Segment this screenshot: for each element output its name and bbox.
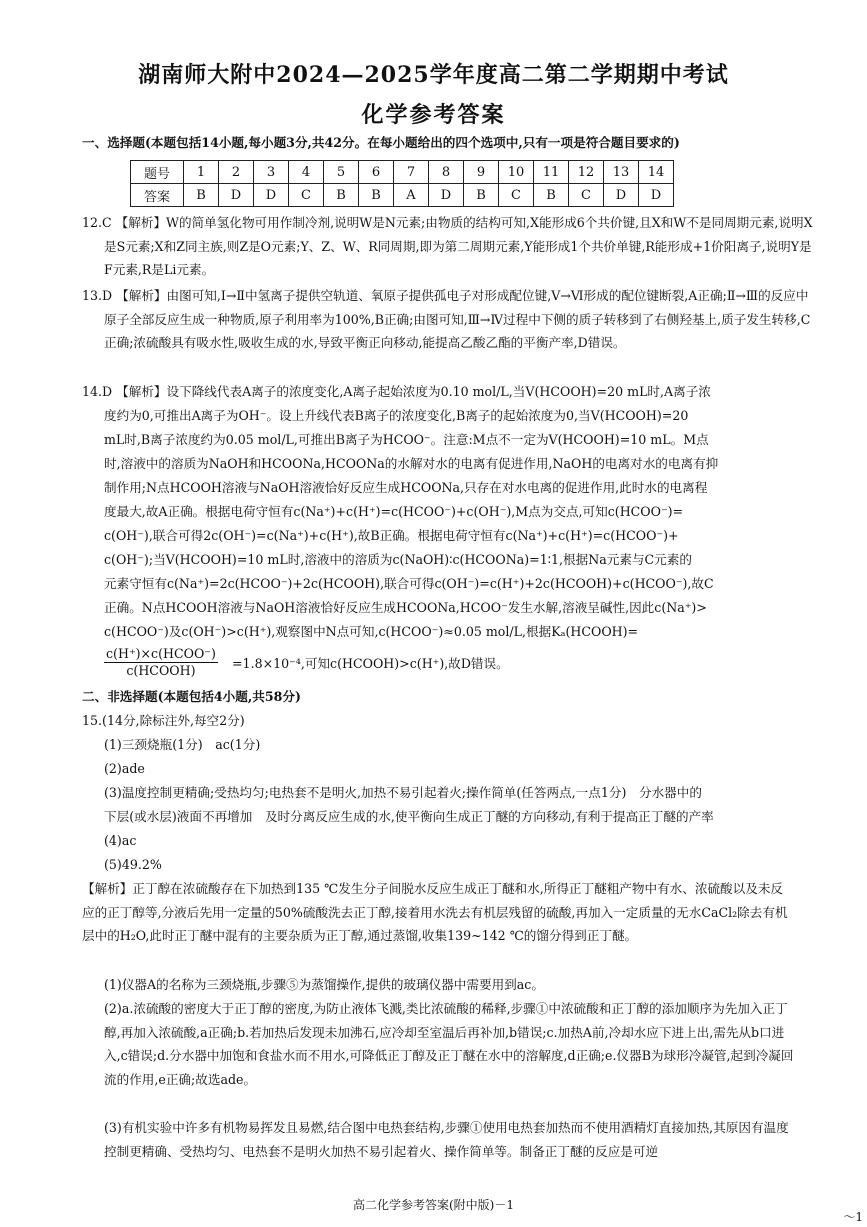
q14-line: 时,溶液中的溶质为NaOH和HCOONa,HCOONa的水解对水的电离有促进作用,NaOH的电离对水的电离有抑	[104, 456, 719, 471]
answer-cell: B	[359, 184, 394, 207]
question-number: 7	[394, 161, 429, 184]
answer-table-answer-row	[131, 184, 674, 207]
page-footer: 高二化学参考答案(附中版)－1	[353, 1198, 514, 1212]
answer-table-number-row	[131, 161, 674, 184]
question-number: 12	[569, 161, 604, 184]
q15-analysis: 【解析】正丁醇在浓硫酸存在下加热到135 ℃发生分子间脱水反应生成正丁醚和水,所得正丁醚粗产物中有水、浓硫酸以及未反应的正丁醇等,分液后先用一定量的50%硫酸洗去正丁醇,接着用水洗去有机层残留的硫酸,再加入一定质量的无水CaCl₂除去有机层中的H₂O,此时正丁醚中混有的主要杂质为正丁醇,通过蒸馏,收集139~142 ℃的馏分得到正丁醚。	[82, 881, 788, 943]
q15-analysis-2: (2)a.浓硫酸的密度大于正丁醇的密度,为防止液体飞溅,类比浓硫酸的稀释,步骤①中浓硫酸和正丁醇的添加顺序为先加入正丁醇,再加入浓硫酸,a正确;b.若加热后发现未加沸石,应冷却至室温后再补加,b错误;c.加热A前,冷却水应下进上出,需先从b口进入,c错误;d.分水器中加饱和食盐水而不用水,可降低正丁醇及正丁醚在水中的溶解度,d正确;e.仪器B为球形冷凝管,起到冷凝回流的作用,e正确;故选ade。	[104, 1001, 794, 1087]
q15-answer-1: (1)三颈烧瓶(1分) ac(1分)	[104, 737, 261, 752]
answer-cell: C	[569, 184, 604, 207]
q14-line: 14.D 【解析】设下降线代表A离子的浓度变化,A离子起始浓度为0.10 mol/L,当V(HCOOH)=20 mL时,A离子浓	[82, 384, 711, 399]
q14-line: 正确。N点HCOOH溶液与NaOH溶液恰好反应生成HCOONa,HCOO⁻发生水解,溶液呈碱性,因此c(Na⁺)>	[104, 600, 707, 615]
q15-analysis-3: (3)有机实验中许多有机物易挥发且易燃,结合图中电热套结构,步骤①使用电热套加热而不使用酒精灯直接加热,其原因有温度控制更精确、受热均匀、电热套不是明火加热不易引起着火、操作简单等。制备正丁醚的反应是可逆	[104, 1120, 789, 1159]
q15-analysis-1: (1)仪器A的名称为三颈烧瓶,步骤⑤为蒸馏操作,提供的玻璃仪器中需要用到ac。	[104, 977, 544, 992]
q14-line: 度最大,故A正确。根据电荷守恒有c(Na⁺)+c(H⁺)=c(HCOO⁻)+c(OH⁻),M点为交点,可知c(HCOO⁻)=	[104, 504, 684, 519]
q14-line: c(HCOO⁻)及c(OH⁻)>c(H⁺),观察图中N点可知,c(HCOO⁻)≈0.05 mol/L,根据Kₐ(HCOOH)=	[104, 624, 639, 639]
question-number: 3	[254, 161, 289, 184]
answer-cell: B	[324, 184, 359, 207]
page-subtitle: 化学参考答案	[361, 102, 506, 128]
question-number: 8	[429, 161, 464, 184]
q15-header: 15.(14分,除标注外,每空2分)	[82, 713, 245, 728]
q15-answer-2: (2)ade	[104, 761, 145, 776]
q12-explanation: 12.C 【解析】W的简单氢化物可用作制冷剂,说明W是N元素;由物质的结构可知,X能形成6个共价键,且X和W不是同周期元素,说明X是S元素;X和Z同主族,则Z是O元素;Y、Z、W、R同周期,即为第二周期元素,Y能形成1个共价单键,R能形成+1价阳离子,说明Y是F元素,R是Li元素。	[82, 215, 813, 277]
page-title: 湖南师大附中2024—2025学年度高二第二学期期中考试	[138, 62, 729, 88]
q13-explanation: 13.D 【解析】由图可知,Ⅰ→Ⅱ中氢离子提供空轨道、氧原子提供孤电子对形成配位键,Ⅴ→Ⅵ形成的配位键断裂,A正确;Ⅱ→Ⅲ的反应中原子全部反应生成一种物质,原子利用率为100%,B正确;由图可知,Ⅲ→Ⅳ过程中下侧的质子转移到了右侧羟基上,质子发生转移,C正确;浓硫酸具有吸水性,吸收生成的水,导致平衡正向移动,能提高乙酸乙酯的平衡产率,D错误。	[82, 288, 811, 350]
question-number: 6	[359, 161, 394, 184]
question-number: 9	[464, 161, 499, 184]
q14-line: mL时,B离子浓度约为0.05 mol/L,可推出B离子为HCOO⁻。注意:M点不一定为V(HCOOH)=10 mL。M点	[104, 432, 709, 447]
q15-answer-5: (5)49.2%	[104, 857, 162, 872]
answer-cell: D	[254, 184, 289, 207]
answer-cell: D	[639, 184, 674, 207]
answer-table	[130, 160, 674, 207]
q14-line: c(OH⁻);当V(HCOOH)=10 mL时,溶液中的溶质为c(NaOH)∶c(HCOONa)=1∶1,根据Na元素与C元素的	[104, 552, 692, 567]
question-number: 13	[604, 161, 639, 184]
fraction-denominator: c(HCOOH)	[126, 663, 196, 678]
section1-header: 一、选择题(本题包括14小题,每小题3分,共42分。在每小题给出的四个选项中,只有一项是符合题目要求的)	[82, 135, 680, 150]
page-corner-mark: ～1	[843, 1210, 863, 1224]
q15-answer-4: (4)ac	[104, 833, 137, 848]
section2-header: 二、非选择题(本题包括4小题,共58分)	[82, 689, 301, 704]
row-label-answer: 答案	[131, 184, 184, 207]
answer-cell: B	[534, 184, 569, 207]
answer-cell: A	[394, 184, 429, 207]
question-number: 4	[289, 161, 324, 184]
answer-cell: D	[429, 184, 464, 207]
answer-cell: D	[219, 184, 254, 207]
q14-conclusion: =1.8×10⁻⁴,可知c(HCOOH)>c(H⁺),故D错误。	[232, 656, 509, 671]
answer-cell: B	[184, 184, 219, 207]
answer-cell: C	[499, 184, 534, 207]
q14-line: 制作用;N点HCOOH溶液与NaOH溶液恰好反应生成HCOONa,只存在对水电离的促进作用,此时水的电离程	[104, 480, 708, 495]
row-label-question: 题号	[131, 161, 184, 184]
question-number: 10	[499, 161, 534, 184]
q15-answer-3-line1: (3)温度控制更精确;受热均匀;电热套不是明火,加热不易引起着火;操作简单(任答两点,一点1分) 分水器中的	[104, 785, 702, 800]
ka-fraction	[104, 646, 218, 679]
question-number: 14	[639, 161, 674, 184]
answer-cell: B	[464, 184, 499, 207]
answer-cell: C	[289, 184, 324, 207]
question-number: 2	[219, 161, 254, 184]
q14-line: c(OH⁻),联合可得2c(OH⁻)=c(Na⁺)+c(H⁺),故B正确。根据电荷守恒有c(Na⁺)+c(H⁺)=c(HCOO⁻)+	[104, 528, 679, 543]
question-number: 1	[184, 161, 219, 184]
q15-answer-3-line2: 下层(或水层)液面不再增加 及时分离反应生成的水,使平衡向生成正丁醚的方向移动,有利于提高正丁醚的产率	[104, 809, 714, 824]
fraction-numerator: c(H⁺)×c(HCOO⁻)	[106, 646, 216, 661]
question-number: 11	[534, 161, 569, 184]
answer-cell: D	[604, 184, 639, 207]
question-number: 5	[324, 161, 359, 184]
q14-line: 元素守恒有c(Na⁺)=2c(HCOO⁻)+2c(HCOOH),联合可得c(OH⁻)=c(H⁺)+2c(HCOOH)+c(HCOO⁻),故C	[104, 576, 714, 591]
q14-line: 度约为0,可推出A离子为OH⁻。设上升线代表B离子的浓度变化,B离子的起始浓度为0,当V(HCOOH)=20	[104, 408, 689, 423]
